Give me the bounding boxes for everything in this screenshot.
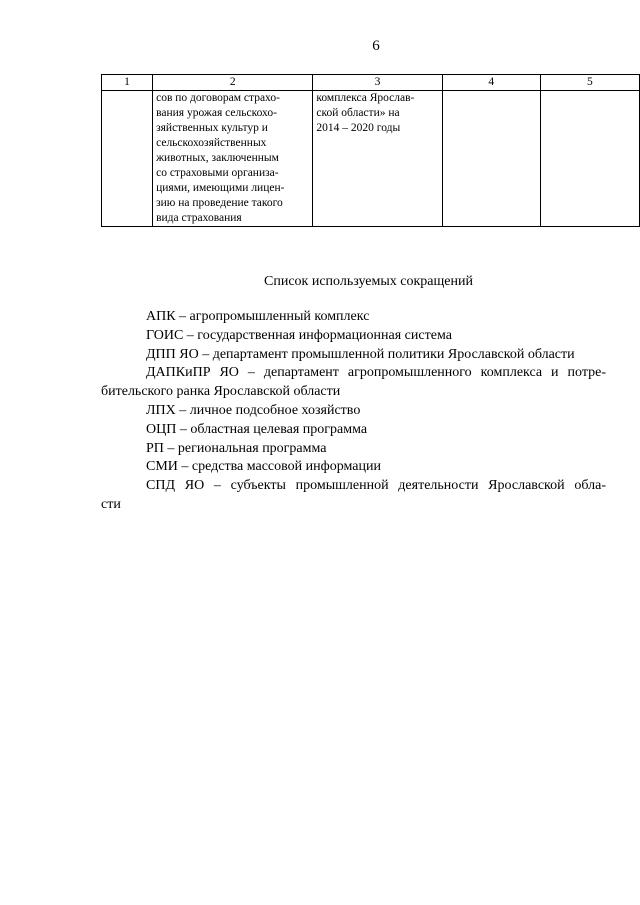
cell-col3-line: комплекса Ярослав- [316,92,415,104]
table-header-row [102,75,640,91]
abbreviation-item: ДПП ЯО – департамент промышленной политики Ярославской области [146,346,575,362]
page-number: 6 [372,38,380,54]
column-header-4: 4 [442,75,540,91]
abbreviation-item: СМИ – средства массовой информации [146,459,381,475]
abbreviation-item-continuation: бительского ранка Ярославской области [101,384,341,400]
cell-col2 [153,91,313,227]
column-header-3: 3 [313,75,442,91]
cell-col2-line: сельскохозяйственных [156,137,267,149]
cell-col1 [102,91,153,227]
cell-col5 [540,91,639,227]
abbreviation-item: ГОИС – государственная информационная система [146,327,452,343]
cell-col3-line: 2014 – 2020 годы [316,122,401,134]
cell-col2-line: со страховыми организа- [156,167,279,179]
cell-col2-line: вания урожая сельскохо- [156,107,277,119]
abbreviations-title: Список используемых сокращений [264,274,473,289]
cell-col2-line: зию на проведение такого [156,197,283,209]
abbreviation-item: ОЦП – областная целевая программа [146,421,368,437]
cell-col3-line: ской области» на [316,107,400,119]
column-header-5: 5 [540,75,639,91]
cell-col3 [313,91,442,227]
cell-col2-line: вида страхования [156,212,242,224]
abbreviation-item: СПД ЯО – субъекты промышленной деятельности Ярославской обла- [146,478,606,494]
cell-col2-line: животных, заключенным [156,152,279,164]
cell-col2-line: циями, имеющими лицен- [156,182,285,194]
abbreviation-item: АПК – агропромышленный комплекс [146,309,370,324]
abbreviation-item: ДАПКиПР ЯО – департамент агропромышленного комплекса и потре- [146,365,606,381]
cell-col4 [442,91,540,227]
abbreviations-list [101,308,606,515]
table-row [102,91,640,227]
abbreviation-item: ЛПХ – личное подсобное хозяйство [146,402,361,418]
cell-col2-line: сов по договорам страхо- [156,92,280,104]
cell-col2-line: зяйственных культур и [156,122,268,134]
abbreviation-item: РП – региональная программа [146,440,327,456]
abbreviation-item-continuation: сти [101,496,121,512]
column-header-1: 1 [102,75,153,91]
column-header-2: 2 [153,75,313,91]
continuation-table [101,74,640,227]
